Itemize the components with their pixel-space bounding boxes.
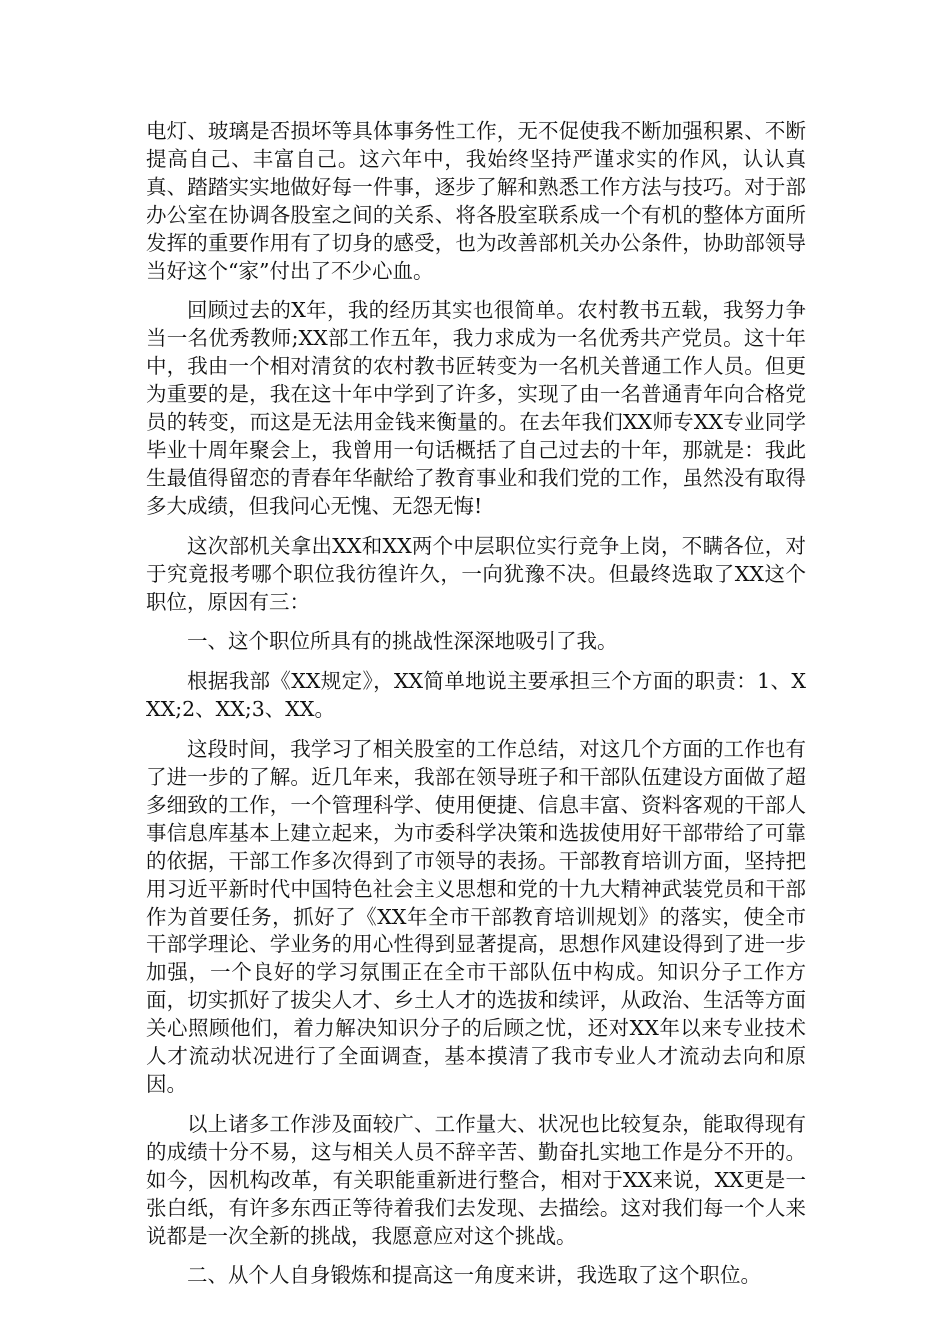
document-page	[146, 118, 806, 1302]
paragraph-3: 这次部机关拿出XX和XX两个中层职位实行竞争上岗，不瞒各位，对于究竟报考哪个职位我彷徨许久，一向犹豫不决。但最终选取了XX这个职位，原因有三：	[146, 533, 806, 614]
paragraph-7: 以上诸多工作涉及面较广、工作量大、状况也比较复杂，能取得现有的成绩十分不易，这与相关人员不辞辛苦、勤奋扎实地工作是分不开的。如今，因机构改革，有关职能重新进行整合，相对于XX来说，XX更是一张白纸，有许多东西正等待着我们去发现、去描绘。这对我们每一个人来说都是一次全新的挑战，我愿意应对这个挑战。	[146, 1111, 806, 1248]
paragraph-2: 回顾过去的X年，我的经历其实也很简单。农村教书五载，我努力争当一名优秀教师;XX部工作五年，我力求成为一名优秀共产党员。这十年中，我由一个相对清贫的农村教书匠转变为一名机关普通工作人员。但更为重要的是，我在这十年中学到了许多，实现了由一名普通青年向合格党员的转变，而这是无法用金钱来衡量的。在去年我们XX师专XX专业同学毕业十周年聚会上，我曾用一句话概括了自己过去的十年，那就是：我此生最值得留恋的青春年华献给了教育事业和我们党的工作，虽然没有取得多大成绩，但我问心无愧、无怨无悔!	[146, 298, 806, 518]
paragraph-5: 根据我部《XX规定》，XX简单地说主要承担三个方面的职责：1、XXX;2、XX;3、XX。	[146, 669, 806, 722]
paragraph-8: 二、从个人自身锻炼和提高这一角度来讲，我选取了这个职位。	[187, 1263, 761, 1288]
paragraph-6: 这段时间，我学习了相关股室的工作总结，对这几个方面的工作也有了进一步的了解。近几年来，我部在领导班子和干部队伍建设方面做了超多细致的工作，一个管理科学、使用便捷、信息丰富、资料客观的干部人事信息库基本上建立起来，为市委科学决策和选拔使用好干部带给了可靠的依据，干部工作多次得到了市领导的表扬。干部教育培训方面，坚持把用习近平新时代中国特色社会主义思想和党的十九大精神武装党员和干部作为首要任务，抓好了《XX年全市干部教育培训规划》的落实，使全市干部学理论、学业务的用心性得到显著提高，思想作风建设得到了进一步加强，一个良好的学习氛围正在全市干部队伍中构成。知识分子工作方面，切实抓好了拔尖人才、乡土人才的选拔和续评，从政治、生活等方面关心照顾他们，着力解决知识分子的后顾之忧，还对XX年以来专业技术人才流动状况进行了全面调查，基本摸清了我市专业人才流动去向和原因。	[146, 737, 806, 1096]
paragraph-4: 一、这个职位所具有的挑战性深深地吸引了我。	[187, 629, 618, 654]
paragraph-1: 电灯、玻璃是否损坏等具体事务性工作，无不促使我不断加强积累、不断提高自己、丰富自己。这六年中，我始终坚持严谨求实的作风，认认真真、踏踏实实地做好每一件事，逐步了解和熟悉工作方法与技巧。对于部办公室在协调各股室之间的关系、将各股室联系成一个有机的整体方面所发挥的重要作用有了切身的感受，也为改善部机关办公条件，协助部领导当好这个“家”付出了不少心血。	[146, 119, 806, 283]
